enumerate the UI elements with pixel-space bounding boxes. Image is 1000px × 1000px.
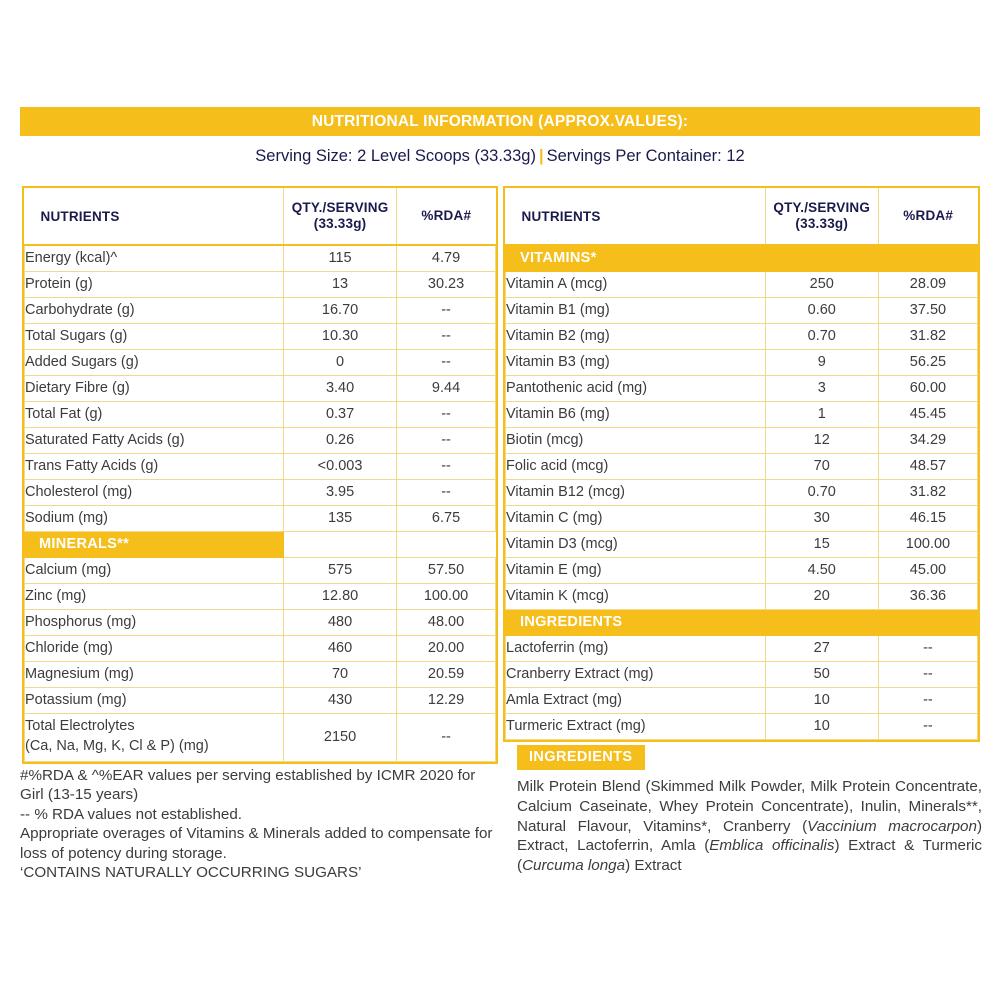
nutrient-rda-cell: 46.15	[878, 505, 977, 531]
nutrient-name-cell: Potassium (mg)	[25, 687, 284, 713]
table-row	[25, 453, 496, 479]
table-row	[506, 505, 978, 531]
table-left-body	[25, 245, 496, 761]
table-row	[25, 479, 496, 505]
nutrient-name-cell: Total Sugars (g)	[25, 323, 284, 349]
nutrient-name-cell: Sodium (mg)	[25, 505, 284, 531]
nutrient-qty-cell: 0.26	[284, 427, 397, 453]
nutrient-rda-cell: 28.09	[878, 271, 977, 297]
nutrient-qty-cell: 2150	[284, 713, 397, 761]
nutrient-qty-cell: 13	[284, 271, 397, 297]
nutrient-rda-cell: --	[397, 323, 496, 349]
nutrient-qty-cell: 4.50	[765, 557, 878, 583]
nutrient-name-cell: Vitamin B2 (mg)	[506, 323, 766, 349]
table-row	[25, 557, 496, 583]
nutrient-name-cell: Pantothenic acid (mg)	[506, 375, 766, 401]
nutrient-qty-cell: 10	[765, 713, 878, 739]
nutrient-name-cell: Saturated Fatty Acids (g)	[25, 427, 284, 453]
nutrient-qty-cell: 10.30	[284, 323, 397, 349]
nutrient-name-cell: Folic acid (mcg)	[506, 453, 766, 479]
nutrient-rda-cell: 48.00	[397, 609, 496, 635]
nutrient-rda-cell: 30.23	[397, 271, 496, 297]
nutrient-name-cell: Chloride (mg)	[25, 635, 284, 661]
nutrient-rda-cell: --	[397, 713, 496, 761]
nutrient-rda-cell: 100.00	[878, 531, 977, 557]
ingredients-panel	[517, 745, 982, 876]
ingredient-botanical-name: Curcuma longa	[522, 857, 626, 874]
nutrients-table-right	[503, 186, 980, 742]
footnote-natural-sugars: ‘CONTAINS NATURALLY OCCURRING SUGARS’	[20, 864, 362, 882]
column-header-rda: %RDA#	[878, 188, 977, 245]
nutrient-name-cell: Cranberry Extract (mg)	[506, 661, 766, 687]
column-header-rda: %RDA#	[397, 188, 496, 245]
nutrient-qty-cell: 27	[765, 635, 878, 661]
nutrient-name-cell: Vitamin B12 (mcg)	[506, 479, 766, 505]
nutrient-qty-cell: 0.60	[765, 297, 878, 323]
nutrient-name-cell: Biotin (mcg)	[506, 427, 766, 453]
nutrient-rda-cell: --	[878, 687, 977, 713]
table-row	[506, 531, 978, 557]
nutrient-name-cell: Vitamin B3 (mg)	[506, 349, 766, 375]
nutrient-rda-cell: --	[397, 401, 496, 427]
nutrient-name-cell: Cholesterol (mg)	[25, 479, 284, 505]
nutrient-name-cell: Total Electrolytes (Ca, Na, Mg, K, Cl & P) (mg)	[25, 713, 284, 761]
nutrient-qty-cell: 460	[284, 635, 397, 661]
nutrient-name-cell: Carbohydrate (g)	[25, 297, 284, 323]
nutrient-rda-cell: 45.45	[878, 401, 977, 427]
section-band-row	[506, 609, 978, 635]
nutrient-name-cell: Vitamin D3 (mcg)	[506, 531, 766, 557]
table-row	[25, 661, 496, 687]
qty-header-main: QTY./SERVING	[291, 200, 389, 216]
section-band-label: MINERALS**	[25, 531, 284, 557]
ingredient-text-segment: ) Extract	[625, 857, 682, 874]
nutrient-qty-cell: 20	[765, 583, 878, 609]
nutrient-qty-cell: 135	[284, 505, 397, 531]
table-row	[506, 297, 978, 323]
table-row	[506, 479, 978, 505]
nutrient-qty-cell: 30	[765, 505, 878, 531]
nutrient-rda-cell: 20.59	[397, 661, 496, 687]
nutrient-rda-cell: 37.50	[878, 297, 977, 323]
table-row	[506, 687, 978, 713]
nutrient-qty-cell: 1	[765, 401, 878, 427]
table-left-header-row	[25, 188, 496, 245]
nutrient-name-cell: Calcium (mg)	[25, 557, 284, 583]
table-row	[506, 635, 978, 661]
nutrient-rda-cell: 20.00	[397, 635, 496, 661]
ingredients-text	[517, 777, 982, 876]
column-header-qty-serving	[284, 188, 397, 245]
nutrient-rda-cell: --	[397, 427, 496, 453]
nutrient-rda-cell: --	[397, 479, 496, 505]
nutrient-name-cell: Magnesium (mg)	[25, 661, 284, 687]
nutrient-rda-cell: 31.82	[878, 479, 977, 505]
serving-separator: |	[538, 147, 544, 165]
nutrient-name-cell: Total Fat (g)	[25, 401, 284, 427]
nutrient-rda-cell: --	[878, 635, 977, 661]
table-row	[506, 583, 978, 609]
nutrient-rda-cell: 56.25	[878, 349, 977, 375]
nutrient-qty-cell: 70	[284, 661, 397, 687]
nutrient-qty-cell: 16.70	[284, 297, 397, 323]
table-row	[506, 349, 978, 375]
section-band-label: INGREDIENTS	[506, 609, 978, 635]
nutrient-qty-cell: 50	[765, 661, 878, 687]
nutrient-rda-cell: --	[878, 661, 977, 687]
nutrient-qty-cell: 575	[284, 557, 397, 583]
nutrient-name-cell: Trans Fatty Acids (g)	[25, 453, 284, 479]
table-right-header-row	[506, 188, 978, 245]
nutrient-qty-cell: 250	[765, 271, 878, 297]
nutrient-rda-cell: --	[397, 453, 496, 479]
section-band-blank-qty	[284, 531, 397, 557]
table-row	[25, 271, 496, 297]
column-header-nutrients: NUTRIENTS	[506, 188, 766, 245]
nutrient-rda-cell: 9.44	[397, 375, 496, 401]
table-row	[506, 427, 978, 453]
table-row	[25, 583, 496, 609]
nutrient-name-cell: Dietary Fibre (g)	[25, 375, 284, 401]
ingredient-text-segment: Milk Protein Blend (Skimmed Milk Powder, Milk Protein Concentrate, Calcium Caseinate, Whey Protein Concentrate), Inulin, Minerals**, Natural Flavour, Vitamins*, Cranberry (	[517, 778, 982, 835]
table-row	[25, 323, 496, 349]
nutrient-rda-cell: 48.57	[878, 453, 977, 479]
nutrient-qty-cell: 0	[284, 349, 397, 375]
qty-header-sub: (33.33g)	[313, 216, 367, 231]
table-row	[25, 713, 496, 761]
nutrient-qty-cell: 12.80	[284, 583, 397, 609]
nutrient-name-cell: Energy (kcal)^	[25, 245, 284, 271]
nutrient-name-cell: Phosphorus (mg)	[25, 609, 284, 635]
nutrient-rda-cell: 31.82	[878, 323, 977, 349]
nutrient-qty-cell: 9	[765, 349, 878, 375]
nutrient-rda-cell: 12.29	[397, 687, 496, 713]
table-row	[506, 323, 978, 349]
nutrients-table-left	[22, 186, 498, 764]
section-band-row	[506, 245, 978, 271]
serving-info-line	[20, 147, 980, 166]
table-row	[506, 271, 978, 297]
nutrient-name-cell: Lactoferrin (mg)	[506, 635, 766, 661]
table-row	[506, 661, 978, 687]
nutrient-name-cell: Vitamin A (mcg)	[506, 271, 766, 297]
nutrient-name-cell: Vitamin E (mg)	[506, 557, 766, 583]
nutrient-qty-cell: 15	[765, 531, 878, 557]
ingredients-badge: INGREDIENTS	[517, 745, 645, 770]
section-band-blank-rda	[397, 531, 496, 557]
nutrient-rda-cell: 45.00	[878, 557, 977, 583]
ingredient-text-segment: ) Extract & Turmeric (	[517, 837, 982, 874]
nutrient-rda-cell: 57.50	[397, 557, 496, 583]
table-row	[25, 635, 496, 661]
nutrient-rda-cell: 100.00	[397, 583, 496, 609]
nutrient-name-cell: Zinc (mg)	[25, 583, 284, 609]
servings-per-container-text: Servings Per Container: 12	[546, 147, 745, 165]
section-band-label: VITAMINS*	[506, 245, 978, 271]
qty-header-sub: (33.33g)	[795, 216, 849, 231]
footnote-rda-ear: #%RDA & ^%EAR values per serving established by ICMR 2020 for Girl (13-15 years)	[20, 767, 480, 804]
nutrient-name-cell: Protein (g)	[25, 271, 284, 297]
table-row	[506, 713, 978, 739]
nutrient-name-cell: Amla Extract (mg)	[506, 687, 766, 713]
table-row	[25, 297, 496, 323]
table-row	[25, 687, 496, 713]
nutrient-qty-cell: 3	[765, 375, 878, 401]
section-band-row	[25, 531, 496, 557]
nutrient-qty-cell: 480	[284, 609, 397, 635]
table-right-body	[506, 245, 978, 739]
nutrient-qty-cell: 115	[284, 245, 397, 271]
nutrient-rda-cell: 4.79	[397, 245, 496, 271]
nutrient-qty-cell: 3.40	[284, 375, 397, 401]
nutrient-qty-cell: 10	[765, 687, 878, 713]
table-row	[25, 427, 496, 453]
table-row	[506, 557, 978, 583]
serving-size-text: Serving Size: 2 Level Scoops (33.33g)	[255, 147, 536, 165]
qty-header-main: QTY./SERVING	[773, 200, 871, 216]
table-row	[506, 375, 978, 401]
nutrient-qty-cell: 0.70	[765, 323, 878, 349]
nutrient-rda-cell: 6.75	[397, 505, 496, 531]
table-row	[25, 375, 496, 401]
nutrient-qty-cell: 70	[765, 453, 878, 479]
ingredient-text-segment: ) Extract, Lactoferrin, Amla (	[517, 817, 982, 855]
ingredient-botanical-name: Vaccinium macrocarpon	[807, 817, 977, 835]
nutrient-qty-cell: 12	[765, 427, 878, 453]
nutrient-qty-cell: <0.003	[284, 453, 397, 479]
nutrient-name-cell: Added Sugars (g)	[25, 349, 284, 375]
nutrient-name-cell: Vitamin B1 (mg)	[506, 297, 766, 323]
nutrient-qty-cell: 430	[284, 687, 397, 713]
nutrient-name-cell: Vitamin C (mg)	[506, 505, 766, 531]
footnote-rda-not-established: -- % RDA values not established.	[20, 805, 243, 823]
nutrient-name-cell: Vitamin B6 (mg)	[506, 401, 766, 427]
nutrient-qty-cell: 3.95	[284, 479, 397, 505]
column-header-nutrients: NUTRIENTS	[25, 188, 284, 245]
nutrient-qty-cell: 0.70	[765, 479, 878, 505]
table-row	[25, 505, 496, 531]
footnotes-block	[20, 766, 500, 883]
table-row	[25, 401, 496, 427]
nutrient-name-cell: Vitamin K (mcg)	[506, 583, 766, 609]
nutrient-rda-cell: --	[878, 713, 977, 739]
nutrient-rda-cell: --	[397, 349, 496, 375]
footnote-overages: Appropriate overages of Vitamins & Minerals added to compensate for loss of potency during storage.	[20, 825, 497, 862]
table-row	[506, 401, 978, 427]
table-row	[25, 245, 496, 271]
table-row	[506, 453, 978, 479]
nutrient-name-cell: Turmeric Extract (mg)	[506, 713, 766, 739]
table-row	[25, 349, 496, 375]
nutrient-rda-cell: 34.29	[878, 427, 977, 453]
nutritional-information-title: NUTRITIONAL INFORMATION (APPROX.VALUES):	[20, 107, 980, 136]
nutrient-rda-cell: --	[397, 297, 496, 323]
nutrient-rda-cell: 36.36	[878, 583, 977, 609]
column-header-qty-serving	[765, 188, 878, 245]
table-row	[25, 609, 496, 635]
nutrient-rda-cell: 60.00	[878, 375, 977, 401]
nutrient-qty-cell: 0.37	[284, 401, 397, 427]
ingredient-botanical-name: Emblica officinalis	[709, 837, 835, 855]
